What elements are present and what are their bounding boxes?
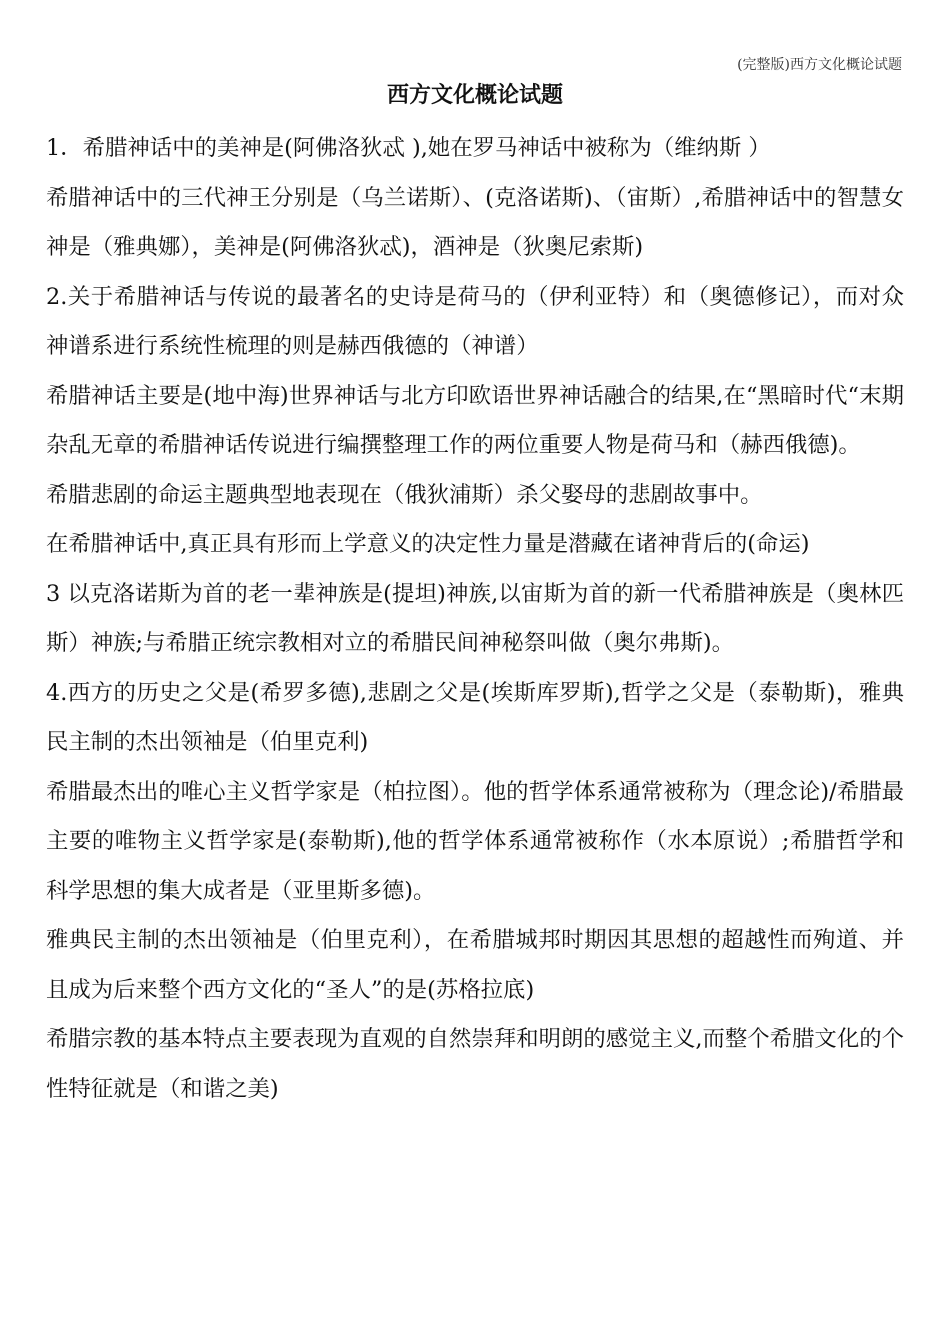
paragraph-philosophy: 希腊最杰出的唯心主义哲学家是（柏拉图）。他的哲学体系通常被称为（理念论)/希腊最主要的唯物主义哲学家是(泰勒斯),他的哲学体系通常被称作（水本原说）;希腊哲学和科学思想的集大成者是（亚里斯多德)。 xyxy=(46,778,904,904)
paragraph-socrates: 雅典民主制的杰出领袖是（伯里克利），在希腊城邦时期因其思想的超越性而殉道、并且成为后来整个西方文化的“圣人”的是(苏格拉底) xyxy=(46,927,904,1003)
paragraph-religion: 希腊宗教的基本特点主要表现为直观的自然崇拜和明朗的感觉主义,而整个希腊文化的个性特征就是（和谐之美) xyxy=(46,1026,904,1102)
paragraph-q1: 1．希腊神话中的美神是(阿佛洛狄忒 ),她在罗马神话中被称为（维纳斯 ） xyxy=(46,135,771,161)
document-title: 西方文化概论试题 xyxy=(386,82,563,108)
paragraph-q4: 4.西方的历史之父是(希罗多德),悲剧之父是(埃斯库罗斯),哲学之父是（泰勒斯)，雅典民主制的杰出领袖是（伯里克利) xyxy=(46,679,904,755)
running-header: (完整版)西方文化概论试题 xyxy=(737,57,902,73)
paragraph-mythology-origin: 希腊神话主要是(地中海)世界神话与北方印欧语世界神话融合的结果,在“黑暗时代“末期杂乱无章的希腊神话传说进行编撰整理工作的两位重要人物是荷马和（赫西俄德)。 xyxy=(46,382,904,458)
paragraph-gods: 希腊神话中的三代神王分别是（乌兰诺斯）、(克洛诺斯)、（宙斯）,希腊神话中的智慧女神是（雅典娜），美神是(阿佛洛狄忒)，酒神是（狄奥尼索斯) xyxy=(46,184,904,260)
document-body xyxy=(46,124,904,1114)
paragraph-fate: 在希腊神话中,真正具有形而上学意义的决定性力量是潜藏在诸神背后的(命运) xyxy=(46,531,810,557)
paragraph-q3: 3 以克洛诺斯为首的老一辈神族是(提坦)神族,以宙斯为首的新一代希腊神族是（奥林匹斯）神族;与希腊正统宗教相对立的希腊民间神秘祭叫做（奥尔弗斯)。 xyxy=(46,580,904,656)
paragraph-tragedy: 希腊悲剧的命运主题典型地表现在（俄狄浦斯）杀父娶母的悲剧故事中。 xyxy=(46,481,763,508)
paragraph-q2: 2.关于希腊神话与传说的最著名的史诗是荷马的（伊利亚特）和（奥德修记），而对众神谱系进行系统性梳理的则是赫西俄德的（神谱） xyxy=(46,283,904,359)
